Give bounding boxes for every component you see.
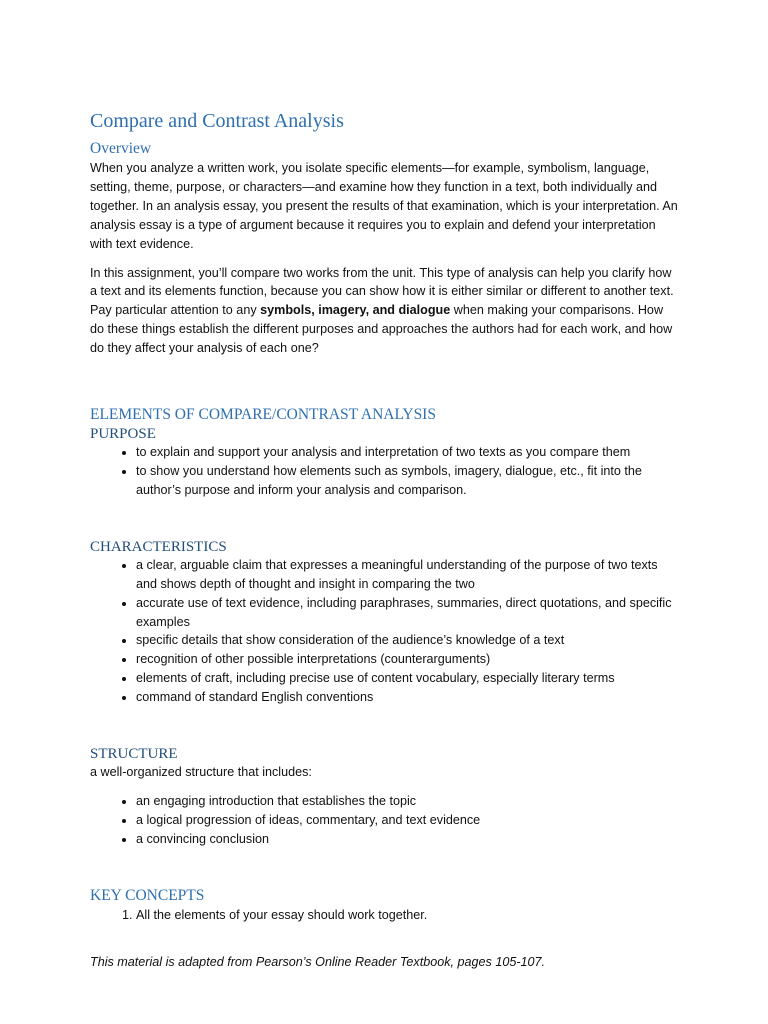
- characteristics-list: [90, 556, 678, 707]
- list-item: • specific details that show consideration of the audience’s knowledge of a text: [136, 631, 678, 650]
- overview-paragraph-2-end: when making your comparisons. How do these things establish the different purposes and approaches the authors had for each work, and how do they affect your analysis of each one?: [90, 303, 673, 356]
- overview-paragraph-2-bold: symbols, imagery, and dialogue: [260, 303, 451, 318]
- purpose-heading: PURPOSE: [90, 426, 156, 443]
- list-item: • elements of craft, including precise use of content vocabulary, especially literary terms: [136, 669, 678, 688]
- list-item: 1. All the elements of your essay should work together.: [136, 906, 678, 925]
- characteristics-heading: CHARACTERISTICS: [90, 538, 227, 555]
- structure-list: [90, 792, 678, 849]
- overview-paragraph-2-start: In this assignment, you’ll compare two works from the unit. This type of analysis can help you clarify how a text and its elements function, because you can show how it is either similar or different to another text. Pay particular attention to any: [90, 265, 674, 318]
- structure-intro: a well-organized structure that includes:: [90, 765, 312, 780]
- key-concepts-list: [90, 906, 678, 925]
- source-footnote: This material is adapted from Pearson’s Online Reader Textbook, pages 105-107.: [90, 954, 546, 969]
- list-item: • accurate use of text evidence, including paraphrases, summaries, direct quotations, and specific examples: [136, 594, 678, 632]
- structure-heading: STRUCTURE: [90, 746, 178, 763]
- overview-paragraph-2: [90, 264, 678, 359]
- list-item: • a clear, arguable claim that expresses a meaningful understanding of the purpose of two texts and shows depth of thought and insight in comparing the two: [136, 556, 678, 594]
- purpose-list: [90, 443, 678, 500]
- overview-paragraph-1: When you analyze a written work, you isolate specific elements—for example, symbolism, language, setting, theme, purpose, or characters—and examine how they function in a text, both individually and together. In an analysis essay, you present the results of that examination, which is your interpretation. An analysis essay is a type of argument because it requires you to explain and defend your interpretation with text evidence.: [90, 161, 678, 251]
- key-concepts-heading: KEY CONCEPTS: [90, 886, 205, 904]
- overview-heading: Overview: [90, 140, 152, 157]
- list-item: • command of standard English conventions: [136, 688, 678, 707]
- list-item: • to show you understand how elements such as symbols, imagery, dialogue, etc., fit into the author’s purpose and inform your analysis and comparison.: [136, 462, 678, 500]
- list-item: • an engaging introduction that establishes the topic: [136, 792, 678, 811]
- list-item: • a logical progression of ideas, commentary, and text evidence: [136, 811, 678, 830]
- document-title: Compare and Contrast Analysis: [90, 110, 344, 132]
- list-item: • a convincing conclusion: [136, 830, 678, 849]
- list-item: • recognition of other possible interpretations (counterarguments): [136, 650, 678, 669]
- elements-heading: ELEMENTS OF COMPARE/CONTRAST ANALYSIS: [90, 406, 436, 424]
- list-item: • to explain and support your analysis and interpretation of two texts as you compare them: [136, 443, 678, 462]
